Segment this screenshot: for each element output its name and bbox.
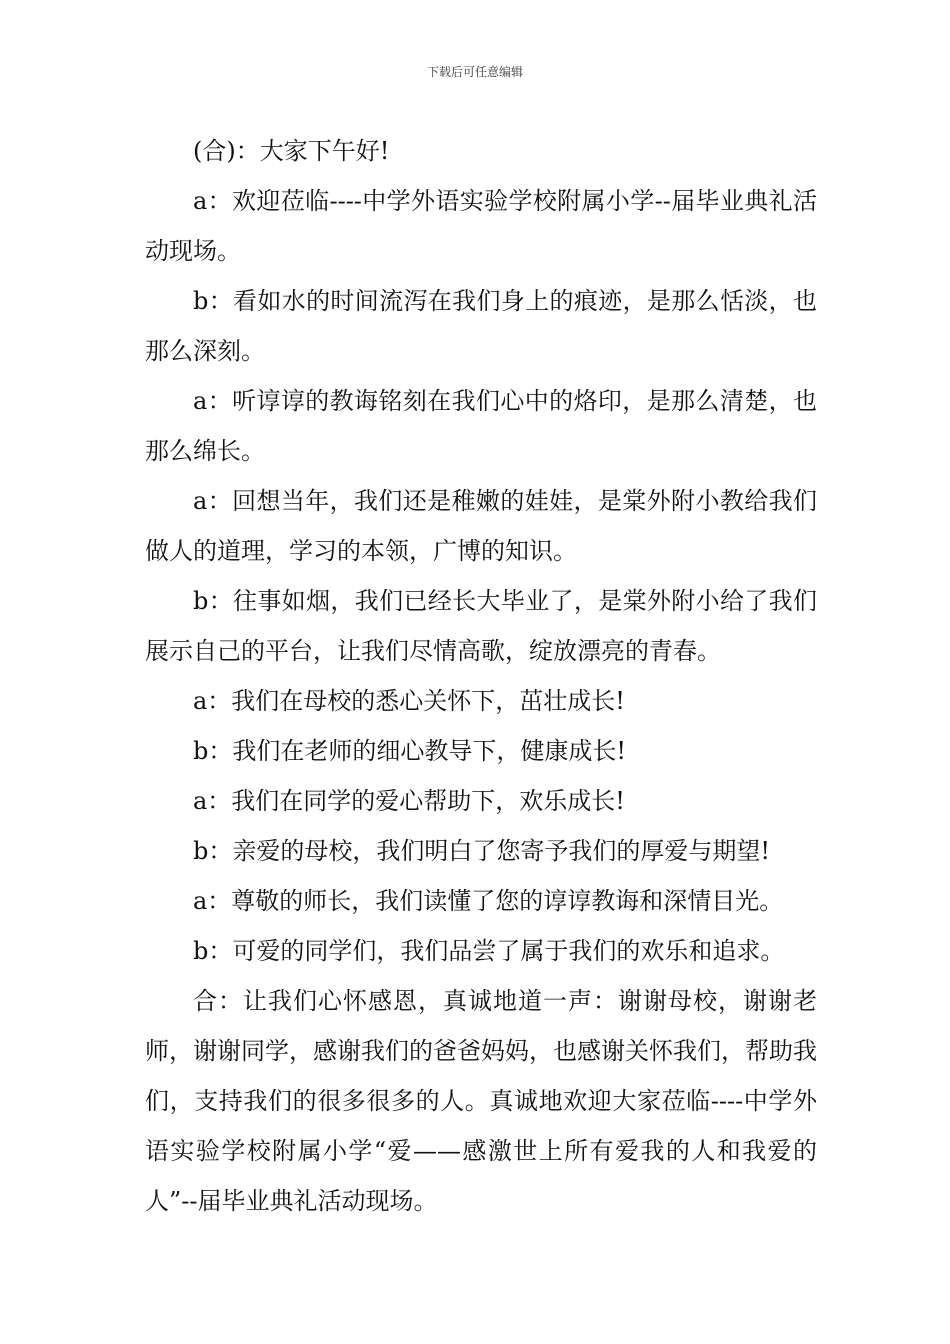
page-header: 下载后可任意编辑: [426, 65, 523, 79]
paragraph-respected-teachers: a：尊敬的师长，我们读懂了您的谆谆教诲和深情目光。: [193, 887, 784, 915]
paragraph-time: b：看如水的时间流泻在我们身上的痕迹，是那么恬淡，也那么深刻。: [145, 287, 817, 365]
paragraph-past: b：往事如烟，我们已经长大毕业了，是棠外附小给了我们展示自己的平台，让我们尽情高歌，绽放漂亮的青春。: [145, 587, 817, 665]
paragraph-teaching: a：听谆谆的教诲铭刻在我们心中的烙印，是那么清楚，也那么绵长。: [145, 387, 817, 465]
paragraph-teacher-care: b：我们在老师的细心教导下，健康成长!: [193, 737, 627, 765]
paragraph-classmate-care: a：我们在同学的爱心帮助下，欢乐成长!: [193, 787, 625, 815]
paragraph-dear-school: b：亲爱的母校，我们明白了您寄予我们的厚爱与期望!: [193, 837, 771, 865]
paragraph-greeting: (合)：大家下午好!: [193, 137, 390, 165]
paragraph-welcome: a：欢迎莅临----中学外语实验学校附属小学--届毕业典礼活动现场。: [145, 187, 817, 265]
paragraph-recall: a：回想当年，我们还是稚嫩的娃娃，是棠外附小教给我们做人的道理，学习的本领，广博的知识。: [145, 487, 817, 565]
paragraph-closing: 合：让我们心怀感恩，真诚地道一声：谢谢母校，谢谢老师，谢谢同学，感谢我们的爸爸妈妈，也感谢关怀我们，帮助我们，支持我们的很多很多的人。真诚地欢迎大家莅临----中学外语实验学校附属小学“爱——感激世上所有爱我的人和我爱的人”--届毕业典礼活动现场。: [145, 987, 817, 1215]
document-body: [145, 126, 817, 1226]
paragraph-classmates: b：可爱的同学们，我们品尝了属于我们的欢乐和追求。: [193, 937, 785, 965]
paragraph-school-care: a：我们在母校的悉心关怀下，茁壮成长!: [193, 687, 625, 715]
